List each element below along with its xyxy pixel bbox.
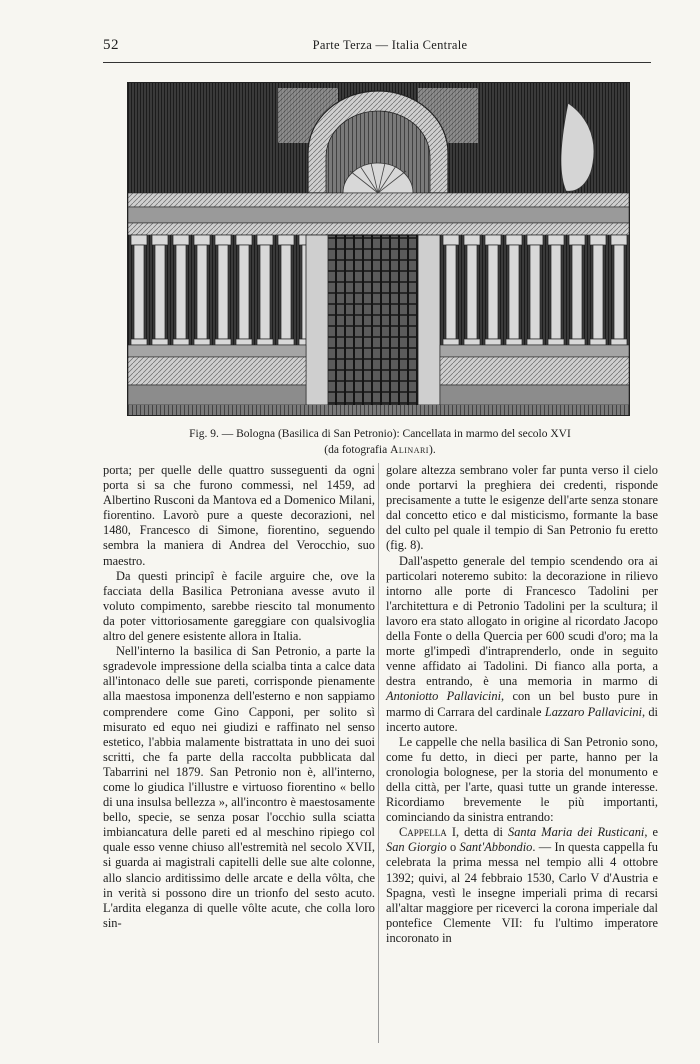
- column-shaft: [446, 245, 456, 339]
- column-base: [152, 339, 168, 345]
- column-base: [257, 339, 273, 345]
- column-capital: [131, 235, 147, 245]
- right-column: [386, 463, 658, 946]
- column-capital: [236, 235, 252, 245]
- running-title: Parte Terza — Italia Centrale: [312, 38, 468, 52]
- figure-engraving: [127, 82, 630, 416]
- column-capital: [278, 235, 294, 245]
- person-name: Antoniotto Pallavicini: [386, 689, 502, 704]
- column-base: [611, 339, 627, 345]
- column-capital: [506, 235, 522, 245]
- column-base: [173, 339, 189, 345]
- column-shaft: [530, 245, 540, 339]
- caption-credit-prefix: (da fotografia: [324, 444, 391, 456]
- column-capital: [569, 235, 585, 245]
- column-base: [131, 339, 147, 345]
- text-run: . — In questa cappella fu celebrata la prima messa nel tempio alli 4 ottobre 1392; quivi, al 24 febbraio 1530, Carlo V d'Austria e Spagna, vestì le insegne imperiali prima di recarsi all'altar maggiore per riceverci la corona imperiale dal pontefice Clemente VII: fu l'ultimo imperatore incoronato in: [386, 840, 658, 945]
- paragraph: Le cappelle che nella basilica di San Petronio sono, come fu detto, in dieci per parte, hanno per la cronologia bolognese, per la storia del monumento e della città, per l'arte, quasi tutte un grande interesse. Ricordiamo brevemente le più importanti, cominciando da sinistra entrando:: [386, 734, 658, 825]
- column-capital: [173, 235, 189, 245]
- person-name: Lazzaro Pallavicini: [544, 704, 642, 719]
- text-run: , e: [644, 825, 659, 840]
- paragraph: [386, 554, 658, 735]
- caption-credit-name: Alinari: [390, 444, 429, 456]
- column-shaft: [593, 245, 603, 339]
- caption-credit-suffix: ).: [428, 444, 436, 456]
- text-run: , detta di: [455, 825, 503, 840]
- column-capital: [485, 235, 501, 245]
- column-shaft: [155, 245, 165, 339]
- column-base: [506, 339, 522, 345]
- paragraph: Da questi principî è facile arguire che, ove la facciata della Basilica Petroniana avesse avuto il voluto compimento, sarebbe riescito tal monumento da poter vittoriosamente gareggiare con qualsivoglia altro del genere esistente allora in Italia.: [103, 568, 375, 644]
- column-shaft: [551, 245, 561, 339]
- page-number: 52: [103, 37, 119, 53]
- column-shaft: [614, 245, 624, 339]
- chapel-name: Sant'Abbondio: [459, 840, 533, 855]
- column-capital: [152, 235, 168, 245]
- figure-caption: [150, 426, 610, 458]
- text-run: , con un bel busto pure in marmo di Carrara del cardinale: [386, 689, 659, 719]
- column-capital: [194, 235, 210, 245]
- column-capital: [527, 235, 543, 245]
- column-shaft: [197, 245, 207, 339]
- column-base: [443, 339, 459, 345]
- column-shaft: [176, 245, 186, 339]
- chapel-label: Cappella I: [399, 825, 456, 840]
- column-capital: [464, 235, 480, 245]
- text-run: o: [450, 840, 457, 855]
- column-base: [236, 339, 252, 345]
- column-capital: [548, 235, 564, 245]
- column-capital: [215, 235, 231, 245]
- column-shaft: [218, 245, 228, 339]
- paragraph: Nell'interno la basilica di San Petronio, a parte la sgradevole impressione della scialba tinta a calce data all'intonaco delle sue pareti, corrisponde pienamente alla maestosa imponenza dell'esterno e non sappiamo comprendere come Gino Capponi, per solito sì misurato ed equo nei giudizi e raffinato nel senso estetico, l'abbia malamente bistrattata in uno dei suoi scritti, che fa parte della raccolta pubblicata dal Tabarrini nel 1879. San Petronio non è, all'interno, come lo giudica l'illustre e virtuoso fiorentino « bello di una insulsa bellezza », all'incontro è maestosamente bello, specie, se senza posar l'occhio sulla sciatta imbiancatura delle pareti ed al meschino ripiego col quale esso venne chiuso all'estremità nel secolo XVII, si guarda ai magistrali capitelli delle sue alte colonne, allo slancio arditissimo delle arcate e della vôlta, che in verità si possono dire un trionfo del sesto acuto. L'ardita eleganza di quelle vôlte acute, che colla loro sin-: [103, 644, 375, 930]
- column-shaft: [488, 245, 498, 339]
- header-rule: [103, 62, 651, 63]
- column-base: [527, 339, 543, 345]
- column-shaft: [467, 245, 477, 339]
- column-capital: [257, 235, 273, 245]
- column-shaft: [260, 245, 270, 339]
- text-run: , di incerto autore.: [386, 704, 658, 734]
- column-capital: [443, 235, 459, 245]
- column-base: [569, 339, 585, 345]
- paragraph: porta; per quelle delle quattro susseguenti da ogni porta si sa che furono commessi, nel 1459, ad Albertino Rusconi da Mantova ed a Domenico Milani, fiorentino. Lavorò pure a queste decorazioni, nel 1480, Francesco di Simone, fiorentino, seguendo sembra la maniera di Andrea del Verocchio, suo maestro.: [103, 463, 375, 568]
- column-shaft: [572, 245, 582, 339]
- column-base: [278, 339, 294, 345]
- left-column: [103, 463, 375, 931]
- chapel-name: Santa Maria dei Rusticani: [508, 825, 645, 840]
- column-base: [485, 339, 501, 345]
- chapel-name: San Giorgio: [386, 840, 447, 855]
- column-base: [464, 339, 480, 345]
- column-base: [215, 339, 231, 345]
- column-divider: [378, 463, 379, 1043]
- column-capital: [611, 235, 627, 245]
- column-base: [590, 339, 606, 345]
- engraving-illustration: [128, 83, 629, 415]
- paragraph: [386, 825, 658, 946]
- column-shaft: [134, 245, 144, 339]
- column-shaft: [281, 245, 291, 339]
- text-run: Dall'aspetto generale del tempio scendendo ora ai particolari noteremo subito: la decorazione in rilievo intorno alle porte di Francesco Tadolini per l'architettura e di Petronio Tadolini per la scultura; il lavoro era stato allogato in origine al ricordato Jacopo della Fonte o della Quercia per 600 scudi d'oro; ma la morte gl'impedì d'intraprenderlo, onde in seguito venne affidato ai Tadolini. Di fianco alla porta, a destra entrando, è una memoria in marmo di: [386, 553, 658, 689]
- column-shaft: [509, 245, 519, 339]
- caption-main: Fig. 9. — Bologna (Basilica di San Petronio): Cancellata in marmo del secolo XVI: [189, 428, 571, 440]
- column-capital: [590, 235, 606, 245]
- paragraph: golare altezza sembrano voler far punta verso il cielo onde portarvi la preghiera dei credenti, risponde precisamente a tutte le esigenze dell'arte senza stonare dal concetto etico e dal misticismo, formante la base del culto pel quale il tempio di San Petronio fu eretto (fig. 8).: [386, 463, 658, 553]
- column-shaft: [239, 245, 249, 339]
- column-base: [194, 339, 210, 345]
- column-base: [548, 339, 564, 345]
